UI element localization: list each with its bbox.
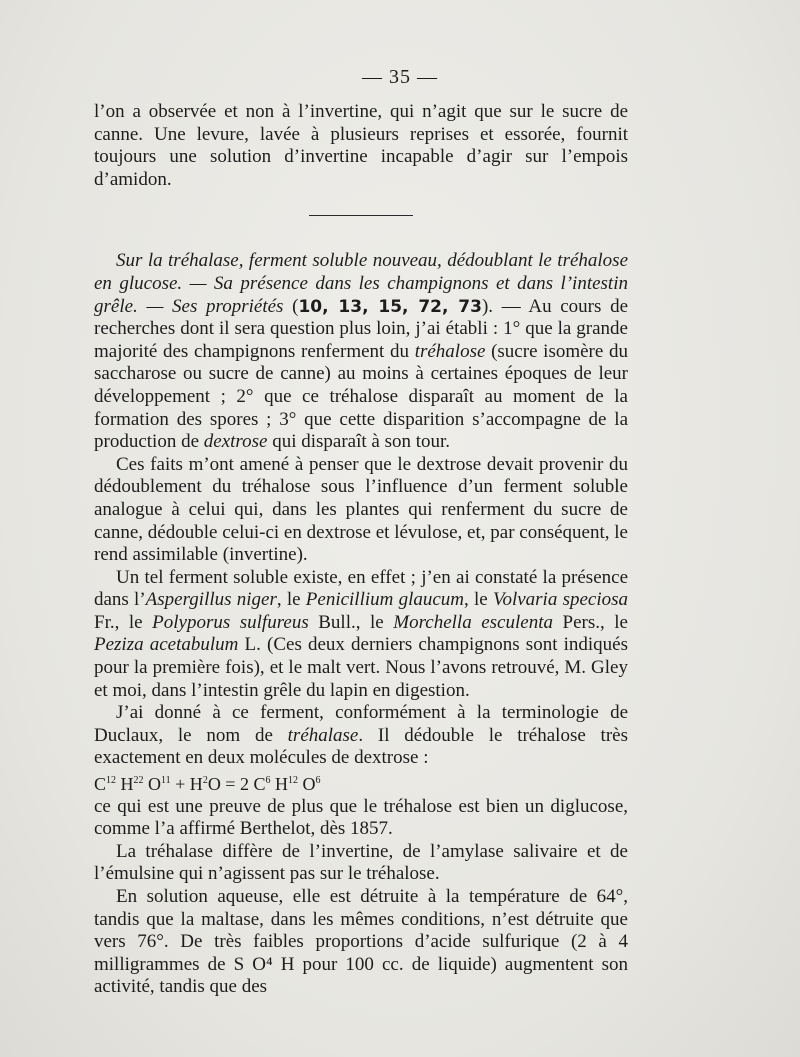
f-o1s: 11 <box>161 775 171 787</box>
species-peziza: Peziza acetabulum <box>94 634 239 656</box>
reference-numbers: 10, 13, 15, 72, 73 <box>298 296 482 317</box>
p4-text-e: Bull., le <box>308 611 394 633</box>
paragraph-4 <box>94 567 628 703</box>
dextrose-term: dextrose <box>203 431 268 453</box>
f-h1: H <box>116 774 134 795</box>
paragraph-6: ce qui est une preuve de plus que le tréhalose est bien un diglucose, comme l’a affirmé Berthelot, dès 1857. <box>94 795 628 840</box>
f-o2: O = 2 C <box>207 774 266 795</box>
p4-text-f: Pers., le <box>553 611 628 633</box>
f-c1s: 12 <box>106 775 117 787</box>
chemical-formula <box>94 770 628 796</box>
f-plus: + H <box>170 774 203 795</box>
trehalase-term: tréhalase <box>287 724 359 746</box>
species-polyporus: Polyporus sulfureus <box>152 611 309 633</box>
paragraph-2 <box>94 250 628 453</box>
f-o3: O <box>297 774 316 795</box>
p4-text-g: L. (Ces deux derniers champignons sont indiqués pour la première fois), et le malt vert. Nous l’avons retrouvé, M. Gley et moi, dans l’intestin grêle du lapin en digestion. <box>94 634 628 701</box>
refs-open: ( <box>292 295 299 317</box>
f-h1s: 22 <box>133 775 144 787</box>
body-text <box>94 101 628 999</box>
f-h3: H <box>270 774 288 795</box>
page-number: — 35 — <box>362 66 438 88</box>
f-o3s: 6 <box>315 775 321 787</box>
f-h2s: 2 <box>202 775 208 787</box>
paragraph-2-end: qui disparaît à son tour. <box>267 431 451 453</box>
section-divider <box>309 215 413 216</box>
f-c1: C <box>94 774 107 795</box>
f-c2s: 6 <box>265 775 271 787</box>
species-penicillium: Penicillium glaucum <box>305 589 465 611</box>
p4-text-a: Un tel ferment soluble existe, en effet ; j’en ai constaté la présence dans l’ <box>94 566 628 611</box>
paragraph-5 <box>94 702 628 770</box>
species-aspergillus: Aspergillus niger <box>145 589 277 611</box>
paragraph-7: La tréhalase diffère de l’invertine, de l’amylase salivaire et de l’émulsine qui n’agissent pas sur le tréhalose. <box>94 840 628 885</box>
species-volvaria: Volvaria speciosa <box>492 589 628 611</box>
p4-text-b: , le <box>276 589 306 611</box>
trehalose-term: tréhalose <box>414 340 486 362</box>
f-o1: O <box>143 774 162 795</box>
paragraph-1: l’on a observée et non à l’invertine, qui n’agit que sur le sucre de canne. Une levure, lavée à plusieurs reprises et essorée, fournit toujours une solution d’invertine incapable d’agir sur l’empois d’amidon. <box>94 101 628 190</box>
p5-text-b: . Il dédouble le tréhalose très exactement en deux molécules de dextrose : <box>94 724 628 769</box>
species-morchella: Morchella esculenta <box>393 611 553 633</box>
paragraph-8: En solution aqueuse, elle est détruite à la température de 64°, tandis que la maltase, dans les mêmes conditions, n’est détruite que vers 76°. De très faibles proportions d’acide sulfurique (2 à 4 milligrammes de S O⁴ H pour 100 cc. de liquide) augmentent son activité, tandis que des <box>94 886 628 998</box>
f-h3s: 12 <box>287 775 298 787</box>
paragraph-2-text: — Au cours de recherches dont il sera question plus loin, j’ai établi : 1° que la grande majorité des champignons renferment du <box>94 295 629 362</box>
section-heading: Sur la tréhalase, ferment soluble nouveau, dédoublant le tréhalose en glucose. — Sa présence dans les champignons et dans l’intestin grêle. — Ses propriétés <box>94 250 628 317</box>
p5-text-a: J’ai donné à ce ferment, conformément à la terminologie de Duclaux, le nom de <box>94 702 628 746</box>
p4-text-d: Fr., le <box>94 611 153 633</box>
p4-text-c: , le <box>464 589 493 611</box>
paragraph-2-mid: (sucre isomère du saccharose ou sucre de canne) au moins à certaines époques de leur développement ; 2° que ce tréhalose disparaît au moment de la formation des spores ; 3° que cette disparition s’accompagne de la production de <box>94 340 628 453</box>
paragraph-3: Ces faits m’ont amené à penser que le dextrose devait provenir du dédoublement du tréhalose sous l’influence d’un ferment soluble analogue à celui qui, dans les plantes qui renferment du sucre de canne, dédouble celui-ci en dextrose et lévulose, et, par conséquent, le rend assimilable (invertine). <box>94 453 628 566</box>
refs-close: ). <box>481 295 494 317</box>
